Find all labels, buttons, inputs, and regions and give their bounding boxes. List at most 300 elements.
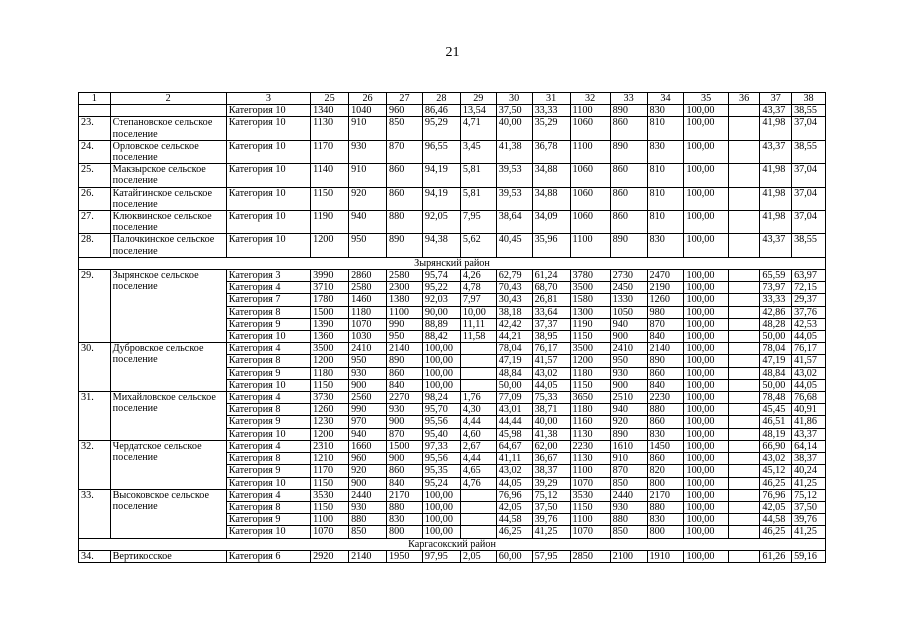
value-col-26: 2140: [349, 550, 387, 562]
settlement-name: Зырянское сельское поселение: [110, 270, 226, 343]
value-col-27: 1380: [387, 294, 423, 306]
value-col-31: 41,38: [532, 428, 570, 440]
value-col-32: 1100: [570, 234, 610, 257]
value-col-30: 30,43: [496, 294, 532, 306]
value-col-32: 1100: [570, 140, 610, 163]
value-col-34: 1450: [647, 440, 684, 452]
value-col-25: 1780: [311, 294, 349, 306]
value-col-35: 100,00: [684, 477, 728, 489]
row-number: 30.: [79, 343, 111, 392]
value-col-38: 41,25: [792, 526, 826, 538]
value-col-30: 43,02: [496, 465, 532, 477]
value-col-26: 940: [349, 211, 387, 234]
value-col-38: 43,37: [792, 428, 826, 440]
value-col-38: 39,76: [792, 514, 826, 526]
value-col-27: 2270: [387, 392, 423, 404]
value-col-35: 100,00: [684, 489, 728, 501]
value-col-34: 810: [647, 164, 684, 187]
value-col-26: 990: [349, 404, 387, 416]
header-cell: 27: [387, 93, 423, 105]
header-cell: 31: [532, 93, 570, 105]
value-col-36: [728, 117, 760, 140]
value-col-31: 38,37: [532, 465, 570, 477]
value-col-31: 75,12: [532, 489, 570, 501]
value-col-34: 820: [647, 465, 684, 477]
value-col-34: 980: [647, 306, 684, 318]
value-col-38: 37,04: [792, 117, 826, 140]
value-col-28: 97,33: [422, 440, 460, 452]
value-col-31: 40,00: [532, 416, 570, 428]
value-col-33: 890: [610, 140, 647, 163]
row-number: 27.: [79, 211, 111, 234]
category-cell: Категория 10: [226, 164, 310, 187]
value-col-34: 1260: [647, 294, 684, 306]
value-col-38: 37,04: [792, 211, 826, 234]
value-col-35: 100,00: [684, 318, 728, 330]
value-col-34: 830: [647, 105, 684, 117]
value-col-26: 2410: [349, 343, 387, 355]
header-cell: 1: [79, 93, 111, 105]
value-col-37: 66,90: [760, 440, 792, 452]
value-col-38: 37,04: [792, 164, 826, 187]
value-col-30: 45,98: [496, 428, 532, 440]
value-col-35: 100,00: [684, 416, 728, 428]
page-number: 21: [445, 45, 460, 60]
category-cell: Категория 10: [226, 331, 310, 343]
row-number: 32.: [79, 440, 111, 489]
value-col-25: 1170: [311, 140, 349, 163]
value-col-38: 43,02: [792, 367, 826, 379]
value-col-35: 100,00: [684, 140, 728, 163]
table-row: [79, 270, 826, 282]
category-cell: Категория 7: [226, 294, 310, 306]
value-col-34: 2230: [647, 392, 684, 404]
category-cell: Категория 10: [226, 428, 310, 440]
value-col-31: 68,70: [532, 282, 570, 294]
value-col-25: 1230: [311, 416, 349, 428]
value-col-38: 63,97: [792, 270, 826, 282]
settlement-name: Дубровское сельское поселение: [110, 343, 226, 392]
value-col-30: 64,67: [496, 440, 532, 452]
value-col-34: 840: [647, 331, 684, 343]
value-col-29: [460, 367, 496, 379]
value-col-32: 3500: [570, 282, 610, 294]
value-col-36: [728, 355, 760, 367]
category-cell: Категория 6: [226, 550, 310, 562]
value-col-29: [460, 501, 496, 513]
data-table: [78, 92, 826, 563]
value-col-28: 95,22: [422, 282, 460, 294]
value-col-35: 100,00: [684, 117, 728, 140]
value-col-36: [728, 187, 760, 210]
value-col-25: 1340: [311, 105, 349, 117]
settlement-name: Чердатское сельское поселение: [110, 440, 226, 489]
value-col-29: 11,58: [460, 331, 496, 343]
value-col-28: 94,19: [422, 164, 460, 187]
value-col-30: 44,05: [496, 477, 532, 489]
value-col-26: 920: [349, 465, 387, 477]
value-col-26: 1660: [349, 440, 387, 452]
value-col-31: 75,33: [532, 392, 570, 404]
value-col-36: [728, 211, 760, 234]
value-col-32: 1100: [570, 514, 610, 526]
value-col-32: 1100: [570, 465, 610, 477]
value-col-34: 810: [647, 187, 684, 210]
settlement-name: Палочкинское сельское поселение: [110, 234, 226, 257]
value-col-32: 1060: [570, 211, 610, 234]
value-col-25: 1210: [311, 453, 349, 465]
value-col-26: 920: [349, 187, 387, 210]
value-col-37: 65,59: [760, 270, 792, 282]
value-col-32: 1180: [570, 367, 610, 379]
category-cell: Категория 8: [226, 355, 310, 367]
value-col-36: [728, 331, 760, 343]
value-col-28: 100,00: [422, 355, 460, 367]
district-row: [79, 538, 826, 550]
category-cell: Категория 9: [226, 514, 310, 526]
category-cell: Категория 10: [226, 140, 310, 163]
value-col-36: [728, 318, 760, 330]
value-col-29: 4,44: [460, 453, 496, 465]
value-col-32: 3650: [570, 392, 610, 404]
value-col-35: 100,00: [684, 501, 728, 513]
value-col-31: 36,67: [532, 453, 570, 465]
value-col-26: 1070: [349, 318, 387, 330]
value-col-26: 2560: [349, 392, 387, 404]
value-col-27: 930: [387, 404, 423, 416]
value-col-37: 46,51: [760, 416, 792, 428]
value-col-38: 37,76: [792, 306, 826, 318]
value-col-25: 1150: [311, 501, 349, 513]
settlement-name: [110, 105, 226, 117]
value-col-32: 1150: [570, 501, 610, 513]
value-col-33: 920: [610, 416, 647, 428]
category-cell: Категория 8: [226, 306, 310, 318]
table-row: [79, 140, 826, 163]
value-col-29: 3,45: [460, 140, 496, 163]
value-col-28: 100,00: [422, 514, 460, 526]
value-col-28: 95,70: [422, 404, 460, 416]
value-col-25: 1150: [311, 379, 349, 391]
category-cell: Категория 10: [226, 187, 310, 210]
value-col-25: 1190: [311, 211, 349, 234]
value-col-28: 95,56: [422, 453, 460, 465]
value-col-32: 1070: [570, 477, 610, 489]
value-col-36: [728, 140, 760, 163]
value-col-30: 40,45: [496, 234, 532, 257]
value-col-30: 76,96: [496, 489, 532, 501]
value-col-31: 61,24: [532, 270, 570, 282]
value-col-27: 800: [387, 526, 423, 538]
value-col-37: 43,02: [760, 453, 792, 465]
value-col-26: 880: [349, 514, 387, 526]
value-col-28: 95,35: [422, 465, 460, 477]
category-cell: Категория 4: [226, 440, 310, 452]
value-col-33: 890: [610, 428, 647, 440]
value-col-31: 33,33: [532, 105, 570, 117]
category-cell: Категория 9: [226, 465, 310, 477]
value-col-26: 850: [349, 526, 387, 538]
value-col-31: 35,96: [532, 234, 570, 257]
value-col-32: 1160: [570, 416, 610, 428]
value-col-36: [728, 343, 760, 355]
value-col-38: 41,57: [792, 355, 826, 367]
value-col-29: 4,76: [460, 477, 496, 489]
value-col-31: 62,00: [532, 440, 570, 452]
value-col-30: 38,64: [496, 211, 532, 234]
value-col-35: 100,00: [684, 392, 728, 404]
row-number: 23.: [79, 117, 111, 140]
value-col-37: 61,26: [760, 550, 792, 562]
value-col-30: 50,00: [496, 379, 532, 391]
value-col-34: 840: [647, 379, 684, 391]
value-col-37: 33,33: [760, 294, 792, 306]
value-col-28: 94,38: [422, 234, 460, 257]
value-col-34: 2170: [647, 489, 684, 501]
settlement-name: Степановское сельское поселение: [110, 117, 226, 140]
value-col-38: 76,17: [792, 343, 826, 355]
value-col-33: 2410: [610, 343, 647, 355]
value-col-35: 100,00: [684, 234, 728, 257]
value-col-25: 3990: [311, 270, 349, 282]
value-col-36: [728, 489, 760, 501]
value-col-34: 880: [647, 501, 684, 513]
value-col-26: 930: [349, 501, 387, 513]
district-name: Зырянский район: [79, 257, 826, 269]
category-cell: Категория 9: [226, 416, 310, 428]
header-cell: 26: [349, 93, 387, 105]
value-col-27: 830: [387, 514, 423, 526]
value-col-38: 64,14: [792, 440, 826, 452]
value-col-28: 95,74: [422, 270, 460, 282]
value-col-25: 3530: [311, 489, 349, 501]
value-col-26: 1040: [349, 105, 387, 117]
value-col-38: 41,86: [792, 416, 826, 428]
value-col-30: 39,53: [496, 187, 532, 210]
value-col-29: [460, 355, 496, 367]
header-cell: 38: [792, 93, 826, 105]
value-col-33: 2450: [610, 282, 647, 294]
value-col-35: 100,00: [684, 211, 728, 234]
value-col-30: 43,01: [496, 404, 532, 416]
value-col-38: 44,05: [792, 331, 826, 343]
value-col-36: [728, 294, 760, 306]
value-col-26: 940: [349, 428, 387, 440]
value-col-35: 100,00: [684, 343, 728, 355]
settlement-name: Михайловское сельское поселение: [110, 392, 226, 441]
value-col-27: 840: [387, 379, 423, 391]
value-col-38: 38,55: [792, 105, 826, 117]
value-col-28: 95,40: [422, 428, 460, 440]
value-col-38: 38,55: [792, 140, 826, 163]
value-col-30: 42,05: [496, 501, 532, 513]
value-col-32: 1130: [570, 428, 610, 440]
value-col-28: 100,00: [422, 501, 460, 513]
value-col-34: 880: [647, 404, 684, 416]
value-col-27: 2140: [387, 343, 423, 355]
value-col-32: 1200: [570, 355, 610, 367]
value-col-37: 47,19: [760, 355, 792, 367]
value-col-31: 33,64: [532, 306, 570, 318]
value-col-35: 100,00: [684, 379, 728, 391]
table-row: [79, 117, 826, 140]
table-row: [79, 489, 826, 501]
value-col-37: 41,98: [760, 187, 792, 210]
settlement-name: Вертикосское: [110, 550, 226, 562]
value-col-25: 1360: [311, 331, 349, 343]
value-col-35: 100,00: [684, 404, 728, 416]
value-col-38: 72,15: [792, 282, 826, 294]
value-col-35: 100,00: [684, 465, 728, 477]
value-col-25: 1170: [311, 465, 349, 477]
value-col-34: 830: [647, 514, 684, 526]
value-col-26: 1030: [349, 331, 387, 343]
value-col-34: 830: [647, 234, 684, 257]
value-col-30: 47,19: [496, 355, 532, 367]
header-cell: 34: [647, 93, 684, 105]
value-col-37: 41,98: [760, 211, 792, 234]
value-col-37: 76,96: [760, 489, 792, 501]
value-col-38: 38,55: [792, 234, 826, 257]
value-col-31: 38,71: [532, 404, 570, 416]
value-col-25: 1390: [311, 318, 349, 330]
row-number: 34.: [79, 550, 111, 562]
value-col-28: 100,00: [422, 489, 460, 501]
category-cell: Категория 8: [226, 453, 310, 465]
value-col-27: 880: [387, 501, 423, 513]
value-col-31: 41,57: [532, 355, 570, 367]
value-col-33: 870: [610, 465, 647, 477]
value-col-28: 92,03: [422, 294, 460, 306]
value-col-33: 860: [610, 117, 647, 140]
value-col-28: 88,42: [422, 331, 460, 343]
value-col-33: 900: [610, 331, 647, 343]
value-col-34: 860: [647, 416, 684, 428]
value-col-30: 39,53: [496, 164, 532, 187]
value-col-36: [728, 306, 760, 318]
value-col-36: [728, 477, 760, 489]
value-col-37: 46,25: [760, 526, 792, 538]
value-col-25: 2920: [311, 550, 349, 562]
value-col-31: 35,29: [532, 117, 570, 140]
value-col-30: 44,58: [496, 514, 532, 526]
value-col-27: 1100: [387, 306, 423, 318]
value-col-34: 800: [647, 526, 684, 538]
value-col-37: 48,19: [760, 428, 792, 440]
value-col-35: 100,00: [684, 282, 728, 294]
value-col-31: 37,37: [532, 318, 570, 330]
value-col-32: 1060: [570, 117, 610, 140]
value-col-25: 1130: [311, 117, 349, 140]
header-cell: 35: [684, 93, 728, 105]
value-col-26: 2860: [349, 270, 387, 282]
row-number: [79, 105, 111, 117]
value-col-27: 2170: [387, 489, 423, 501]
value-col-36: [728, 501, 760, 513]
table-row: [79, 234, 826, 257]
value-col-29: [460, 489, 496, 501]
category-cell: Категория 4: [226, 343, 310, 355]
value-col-28: 95,56: [422, 416, 460, 428]
value-col-36: [728, 282, 760, 294]
value-col-32: 3500: [570, 343, 610, 355]
value-col-32: 1190: [570, 318, 610, 330]
header-cell: 37: [760, 93, 792, 105]
district-name: Каргасокский район: [79, 538, 826, 550]
value-col-32: 1180: [570, 404, 610, 416]
value-col-27: 990: [387, 318, 423, 330]
value-col-29: 4,26: [460, 270, 496, 282]
value-col-37: 42,86: [760, 306, 792, 318]
value-col-33: 900: [610, 379, 647, 391]
value-col-37: 46,25: [760, 477, 792, 489]
value-col-36: [728, 514, 760, 526]
value-col-28: 88,89: [422, 318, 460, 330]
value-col-37: 78,48: [760, 392, 792, 404]
value-col-33: 1610: [610, 440, 647, 452]
value-col-31: 39,29: [532, 477, 570, 489]
value-col-25: 1260: [311, 404, 349, 416]
value-col-30: 41,38: [496, 140, 532, 163]
value-col-29: 1,76: [460, 392, 496, 404]
value-col-29: 4,60: [460, 428, 496, 440]
value-col-29: 5,81: [460, 164, 496, 187]
value-col-25: 3710: [311, 282, 349, 294]
value-col-27: 1500: [387, 440, 423, 452]
value-col-38: 44,05: [792, 379, 826, 391]
value-col-25: 1100: [311, 514, 349, 526]
value-col-36: [728, 440, 760, 452]
value-col-29: 2,67: [460, 440, 496, 452]
value-col-37: 43,37: [760, 234, 792, 257]
header-cell: 28: [422, 93, 460, 105]
value-col-31: 26,81: [532, 294, 570, 306]
value-col-30: 62,79: [496, 270, 532, 282]
value-col-36: [728, 465, 760, 477]
header-cell: 29: [460, 93, 496, 105]
value-col-36: [728, 270, 760, 282]
value-col-34: 810: [647, 211, 684, 234]
value-col-35: 100,00: [684, 270, 728, 282]
value-col-27: 850: [387, 117, 423, 140]
value-col-26: 970: [349, 416, 387, 428]
value-col-38: 59,16: [792, 550, 826, 562]
value-col-34: 2470: [647, 270, 684, 282]
value-col-30: 44,21: [496, 331, 532, 343]
value-col-26: 2440: [349, 489, 387, 501]
value-col-25: 1200: [311, 428, 349, 440]
value-col-32: 1060: [570, 164, 610, 187]
value-col-28: 97,95: [422, 550, 460, 562]
value-col-33: 860: [610, 187, 647, 210]
value-col-31: 43,02: [532, 367, 570, 379]
category-cell: Категория 3: [226, 270, 310, 282]
value-col-27: 1950: [387, 550, 423, 562]
value-col-27: 860: [387, 164, 423, 187]
value-col-38: 37,04: [792, 187, 826, 210]
value-col-30: 46,25: [496, 526, 532, 538]
category-cell: Категория 10: [226, 211, 310, 234]
header-cell: 2: [110, 93, 226, 105]
value-col-33: 860: [610, 211, 647, 234]
value-col-25: 1070: [311, 526, 349, 538]
value-col-29: 4,71: [460, 117, 496, 140]
value-col-28: 98,24: [422, 392, 460, 404]
value-col-32: 1300: [570, 306, 610, 318]
value-col-26: 960: [349, 453, 387, 465]
value-col-28: 95,29: [422, 117, 460, 140]
value-col-34: 2140: [647, 343, 684, 355]
